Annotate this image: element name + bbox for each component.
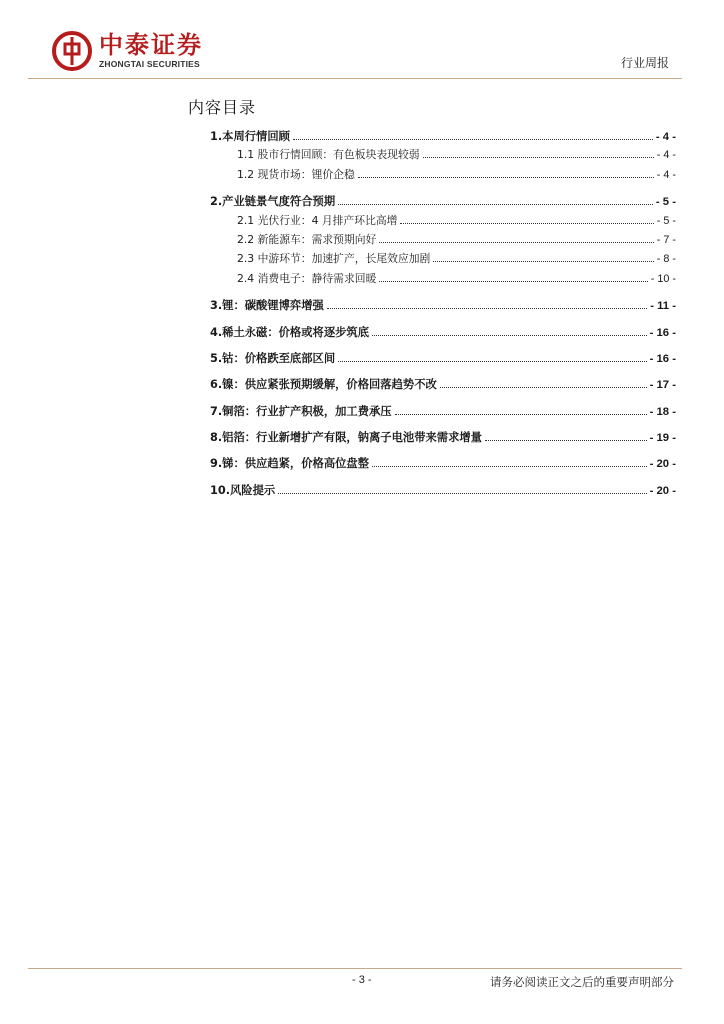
toc-entry-title: 2.4 消费电子：静待需求回暖 xyxy=(237,271,377,285)
toc-entry-title: 2.2 新能源车：需求预期向好 xyxy=(237,232,377,246)
toc-dot-leader xyxy=(440,387,647,388)
toc-entry-title: 2.产业链景气度符合预期 xyxy=(210,195,336,209)
toc-entry-title: 9.锑：供应趋紧，价格高位盘整 xyxy=(210,457,370,471)
toc-entry-page: - 11 - xyxy=(650,300,676,313)
toc-entry[interactable] xyxy=(210,482,676,501)
logo-chinese-name: 中泰证券 xyxy=(99,31,203,59)
toc-entry[interactable] xyxy=(210,455,676,474)
toc-title: 内容目录 xyxy=(188,98,257,117)
logo-english-name: ZHONGTAI SECURITIES xyxy=(99,59,200,69)
report-type-label: 行业周报 xyxy=(620,56,669,70)
toc-entry-title: 6.镍：供应紧张预期缓解，价格回落趋势不改 xyxy=(210,378,437,392)
toc-entry-page: - 16 - xyxy=(649,352,676,365)
toc-entry[interactable] xyxy=(210,147,676,166)
toc-entry-page: - 17 - xyxy=(649,379,676,392)
toc-dot-leader xyxy=(372,466,647,467)
toc-entry[interactable] xyxy=(210,128,676,147)
toc-entry-title: 10.风险提示 xyxy=(210,483,276,497)
footer-disclaimer: 请务必阅读正文之后的重要声明部分 xyxy=(490,975,674,989)
toc-entry-page: - 7 - xyxy=(656,233,676,246)
toc-entry[interactable] xyxy=(210,193,676,212)
table-of-contents xyxy=(210,128,676,501)
company-logo xyxy=(52,31,232,71)
toc-entry-page: - 20 - xyxy=(649,458,676,471)
toc-entry-page: - 4 - xyxy=(655,131,676,143)
toc-entry[interactable] xyxy=(210,297,676,316)
toc-entry-page: - 16 - xyxy=(649,326,676,339)
toc-entry[interactable] xyxy=(210,251,676,270)
toc-entry-page: - 5 - xyxy=(656,214,676,227)
toc-dot-leader xyxy=(372,335,647,336)
toc-dot-leader xyxy=(293,139,653,140)
toc-entry-title: 3.锂：碳酸锂博弈增强 xyxy=(210,299,324,313)
toc-dot-leader xyxy=(433,261,653,262)
toc-entry[interactable] xyxy=(210,376,676,395)
toc-entry-title: 1.1 股市行情回顾：有色板块表现较弱 xyxy=(237,148,420,162)
toc-entry-page: - 20 - xyxy=(649,484,676,497)
toc-entry[interactable] xyxy=(210,403,676,422)
toc-dot-leader xyxy=(379,242,653,243)
toc-dot-leader xyxy=(423,157,654,158)
toc-dot-leader xyxy=(379,281,647,282)
toc-entry-title: 4.稀土永磁：价格或将逐步筑底 xyxy=(210,325,370,339)
toc-dot-leader xyxy=(400,223,653,224)
toc-entry[interactable] xyxy=(210,232,676,251)
toc-entry-title: 1.2 现货市场：锂价企稳 xyxy=(237,167,355,181)
toc-dot-leader xyxy=(485,440,647,441)
toc-entry-title: 1.本周行情回顾 xyxy=(210,130,290,143)
toc-entry[interactable] xyxy=(210,213,676,232)
toc-entry-title: 2.1 光伏行业：4 月排产环比高增 xyxy=(237,213,398,227)
toc-entry[interactable] xyxy=(210,324,676,343)
toc-entry-page: - 19 - xyxy=(649,432,676,445)
toc-entry-title: 2.3 中游环节：加速扩产，长尾效应加剧 xyxy=(237,252,431,266)
zhongtai-logo-icon xyxy=(52,31,92,71)
toc-entry[interactable] xyxy=(210,271,676,290)
toc-entry[interactable] xyxy=(210,167,676,186)
toc-dot-leader xyxy=(327,308,647,309)
toc-entry-title: 8.铝箔：行业新增扩产有限，钠离子电池带来需求增量 xyxy=(210,431,482,445)
toc-dot-leader xyxy=(338,361,647,362)
toc-entry[interactable] xyxy=(210,429,676,448)
toc-entry-page: - 4 - xyxy=(656,149,676,162)
toc-dot-leader xyxy=(338,204,653,205)
header-divider xyxy=(28,78,682,79)
toc-entry-page: - 8 - xyxy=(656,253,676,266)
toc-entry-page: - 10 - xyxy=(650,272,676,285)
toc-entry-page: - 18 - xyxy=(649,405,676,418)
footer-divider xyxy=(28,968,682,969)
toc-entry-title: 5.钴：价格跌至底部区间 xyxy=(210,351,336,365)
toc-entry-title: 7.铜箔：行业扩产积极，加工费承压 xyxy=(210,404,392,418)
toc-entry[interactable] xyxy=(210,350,676,369)
toc-dot-leader xyxy=(395,414,647,415)
page-number: - 3 - xyxy=(352,974,372,986)
toc-entry-page: - 4 - xyxy=(656,168,676,181)
toc-entry-page: - 5 - xyxy=(655,196,676,209)
toc-dot-leader xyxy=(278,493,646,494)
toc-dot-leader xyxy=(358,177,654,178)
